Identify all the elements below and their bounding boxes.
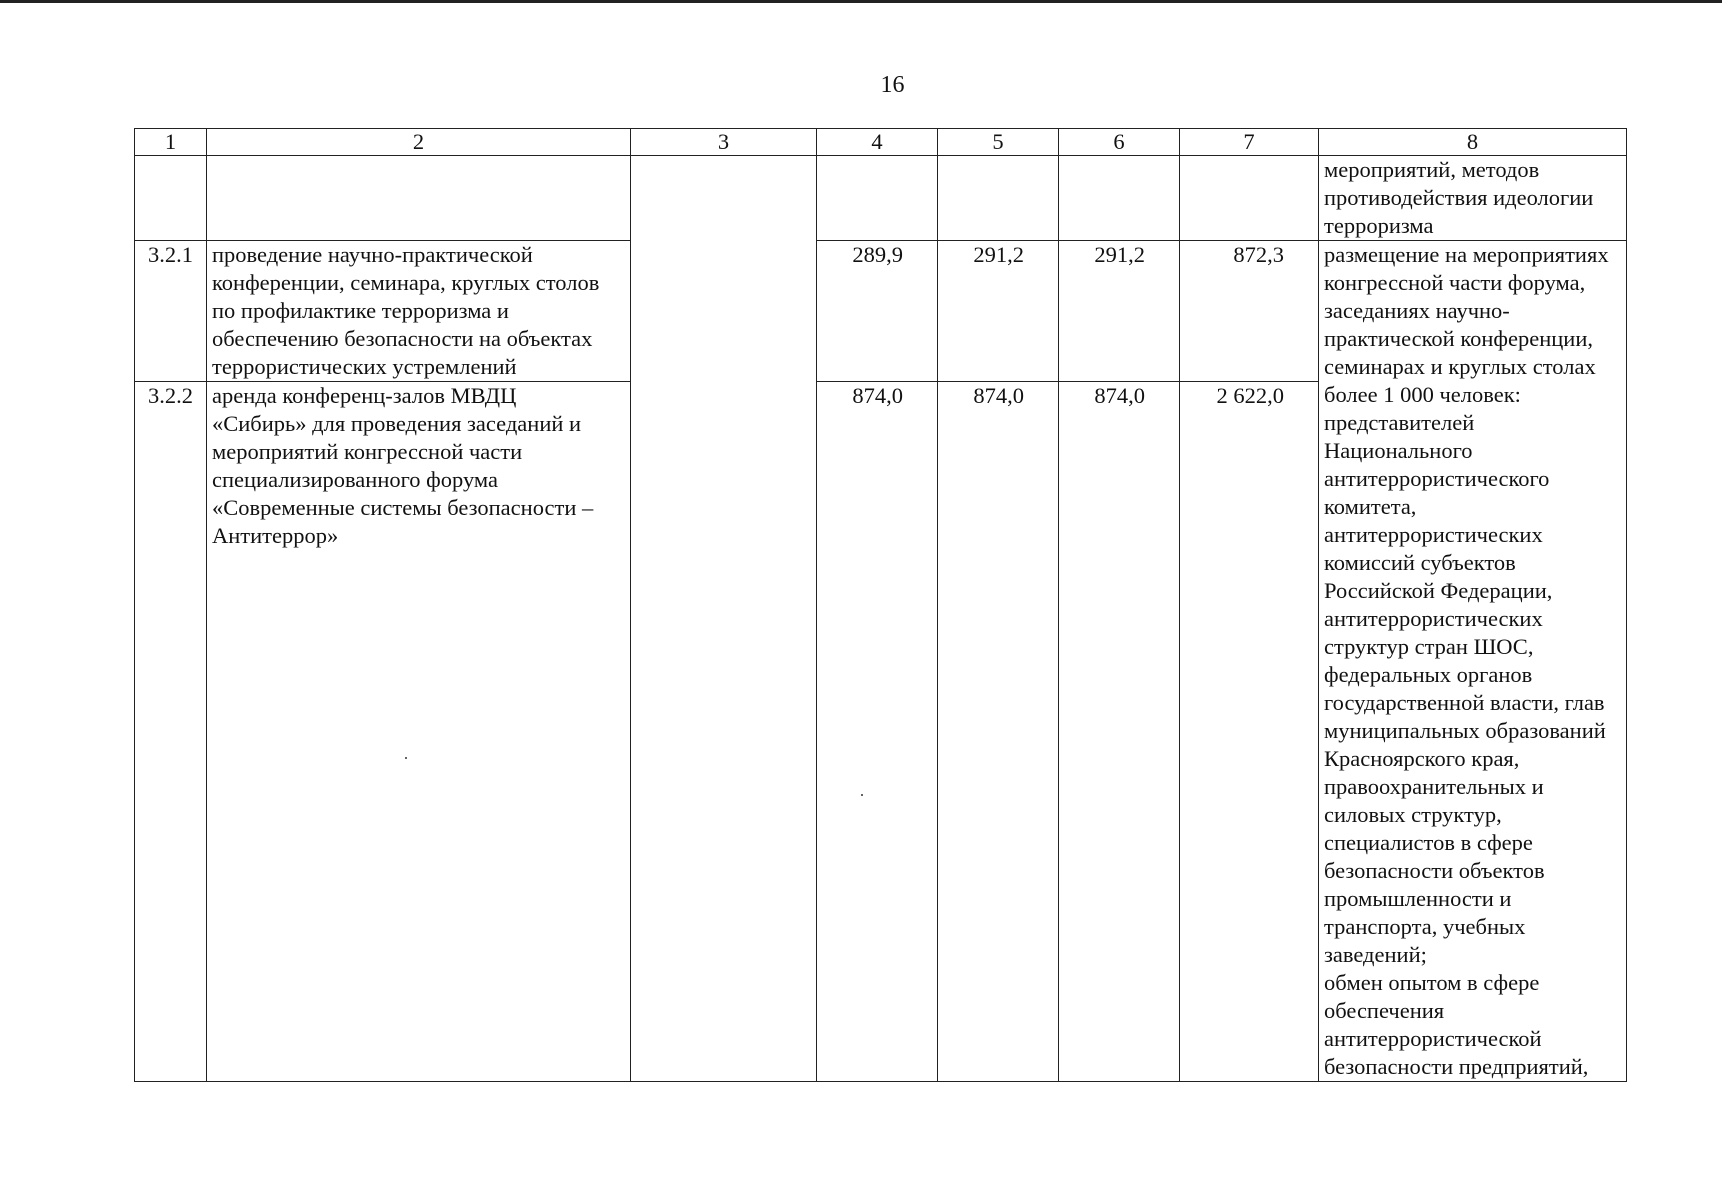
row-description — [207, 241, 631, 382]
text-line: конгрессной части форума, — [1324, 270, 1586, 295]
value-col5: 291,2 — [938, 241, 1059, 382]
text-line: конференции, семинара, круглых столов — [212, 270, 600, 295]
text-line: «Современные системы безопасности – — [212, 495, 594, 520]
row-description — [207, 382, 631, 1082]
text-line: антитеррористической — [1324, 1026, 1542, 1051]
text-line: специалистов в сфере — [1324, 830, 1533, 855]
scan-speck — [405, 757, 407, 759]
text-line: безопасности предприятий, — [1324, 1054, 1589, 1079]
table-cell — [817, 156, 938, 241]
column-header: 4 — [817, 129, 938, 156]
text-line: «Сибирь» для проведения заседаний и — [212, 411, 582, 436]
text-line: обмен опытом в сфере — [1324, 970, 1540, 995]
text-line: комиссий субъектов — [1324, 550, 1516, 575]
text-line: федеральных органов — [1324, 662, 1533, 687]
column-header: 1 — [135, 129, 207, 156]
row-id: 3.2.2 — [135, 382, 207, 1082]
text-line: практической конференции, — [1324, 326, 1594, 351]
table-cell — [207, 156, 631, 241]
table-row-3-2-1 — [135, 241, 1627, 382]
text-line: антитеррористического — [1324, 466, 1550, 491]
text-line: по профилактике терроризма и — [212, 298, 509, 323]
measures-table — [134, 128, 1627, 1082]
text-line: представителей — [1324, 410, 1475, 435]
text-line: обеспечению безопасности на объектах — [212, 326, 593, 351]
text-line: противодействия идеологии — [1324, 185, 1594, 210]
text-line: Национального — [1324, 438, 1473, 463]
value-col4: 289,9 — [817, 241, 938, 382]
page-top-border — [0, 0, 1722, 3]
table-header-row — [135, 129, 1627, 156]
text-line: антитеррористических — [1324, 522, 1543, 547]
text-line: проведение научно-практической — [212, 242, 533, 267]
text-line: мероприятий конгрессной части — [212, 439, 523, 464]
text-line: структур стран ШОС, — [1324, 634, 1534, 659]
value-col6: 291,2 — [1059, 241, 1180, 382]
text-line: безопасности объектов — [1324, 858, 1545, 883]
text-line: правоохранительных и — [1324, 774, 1544, 799]
row-id: 3.2.1 — [135, 241, 207, 382]
column-header: 6 — [1059, 129, 1180, 156]
column-header: 8 — [1319, 129, 1627, 156]
continuation-result-cell — [1319, 156, 1627, 241]
table-cell — [1059, 156, 1180, 241]
column-header: 3 — [631, 129, 817, 156]
text-line: муниципальных образований — [1324, 718, 1606, 743]
scan-speck — [861, 794, 863, 796]
text-line: терроризма — [1324, 213, 1434, 238]
text-line: государственной власти, глав — [1324, 690, 1605, 715]
value-col7: 2 622,0 — [1180, 382, 1319, 1082]
column-header: 2 — [207, 129, 631, 156]
text-line: мероприятий, методов — [1324, 157, 1540, 182]
column-header: 7 — [1180, 129, 1319, 156]
value-col4: 874,0 — [817, 382, 938, 1082]
text-line: террористических устремлений — [212, 354, 517, 379]
value-col7: 872,3 — [1180, 241, 1319, 382]
text-line: комитета, — [1324, 494, 1417, 519]
text-line: более 1 000 человек: — [1324, 382, 1521, 407]
text-line: Российской Федерации, — [1324, 578, 1553, 603]
text-line: транспорта, учебных — [1324, 914, 1526, 939]
table-cell — [135, 156, 207, 241]
table-cell — [938, 156, 1059, 241]
text-line: Красноярского края, — [1324, 746, 1520, 771]
text-line: заседаниях научно- — [1324, 298, 1510, 323]
column-header: 5 — [938, 129, 1059, 156]
value-col6: 874,0 — [1059, 382, 1180, 1082]
text-line: обеспечения — [1324, 998, 1445, 1023]
continuation-row — [135, 156, 1627, 241]
text-line: аренда конференц-залов МВДЦ — [212, 383, 517, 408]
text-line: Антитеррор» — [212, 523, 339, 548]
text-line: антитеррористических — [1324, 606, 1543, 631]
page-number: 16 — [880, 72, 905, 98]
executor-cell — [631, 156, 817, 1082]
text-line: заведений; — [1324, 942, 1427, 967]
text-line: размещение на мероприятиях — [1324, 242, 1609, 267]
text-line: промышленности и — [1324, 886, 1512, 911]
table-cell — [1180, 156, 1319, 241]
result-cell — [1319, 241, 1627, 1082]
text-line: силовых структур, — [1324, 802, 1502, 827]
text-line: специализированного форума — [212, 467, 498, 492]
text-line: семинарах и круглых столах — [1324, 354, 1596, 379]
value-col5: 874,0 — [938, 382, 1059, 1082]
